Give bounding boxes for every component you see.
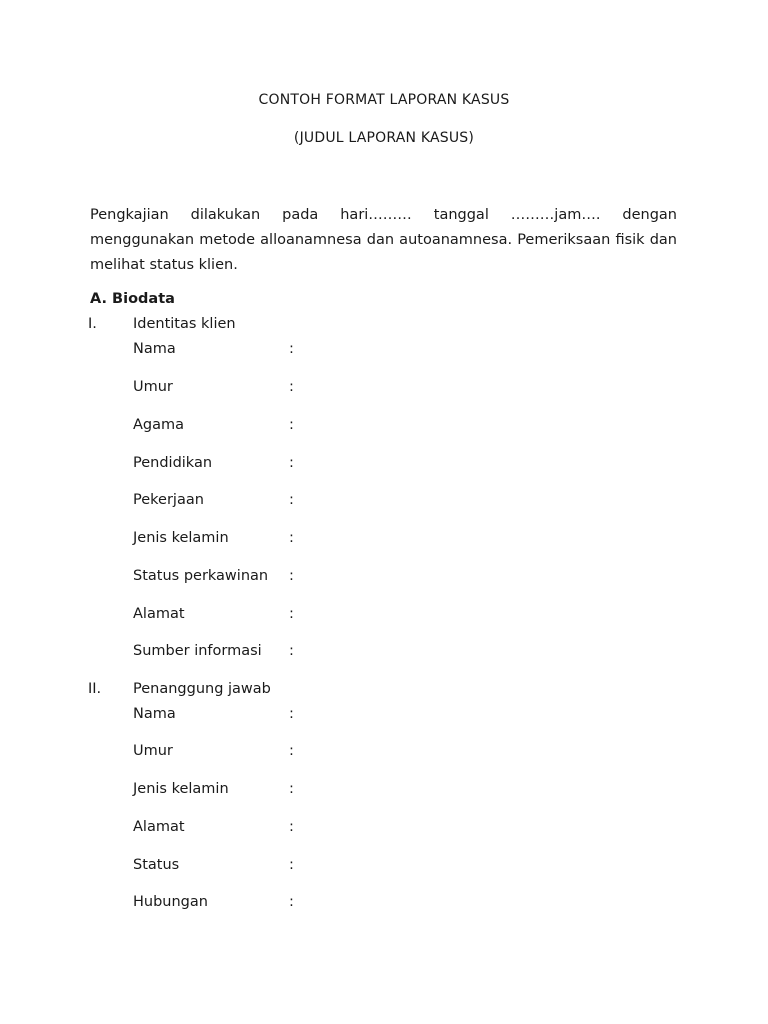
part1-field-colon: :	[289, 568, 294, 584]
part2-field-colon: :	[289, 857, 294, 873]
document-title: CONTOH FORMAT LAPORAN KASUS	[258, 92, 510, 108]
part1-field-label: Pendidikan	[133, 455, 213, 471]
document-subtitle: (JUDUL LAPORAN KASUS)	[293, 130, 475, 146]
part1-field-label: Pekerjaan	[133, 492, 204, 508]
part1-field-colon: :	[289, 341, 294, 357]
part1-field-label: Sumber informasi	[133, 643, 262, 659]
part1-field-label: Umur	[133, 379, 173, 395]
part1-field-label: Nama	[133, 341, 176, 357]
part1-field-label: Agama	[133, 417, 185, 433]
section-heading-biodata: A. Biodata	[90, 291, 175, 307]
part2-field-colon: :	[289, 706, 294, 722]
part2-field-label: Nama	[133, 706, 176, 722]
part2-field-colon: :	[289, 819, 294, 835]
part1-heading: Identitas klien	[133, 316, 236, 332]
part1-field-label: Status perkawinan	[133, 568, 269, 584]
intro-paragraph: Pengkajian dilakukan pada hari……… tanggal ………jam…. dengan menggunakan metode alloanamnesa dan autoanamnesa. Pemeriksaan fisik dan melihat status klien.	[90, 207, 677, 273]
part2-field-colon: :	[289, 781, 294, 797]
part2-numeral: II.	[88, 681, 102, 697]
part2-heading: Penanggung jawab	[133, 681, 271, 697]
part1-field-colon: :	[289, 455, 294, 471]
part2-field-label: Alamat	[133, 819, 185, 835]
part1-field-colon: :	[289, 492, 294, 508]
part2-field-label: Hubungan	[133, 894, 208, 910]
part1-numeral: I.	[88, 316, 97, 332]
part2-field-label: Status	[133, 857, 180, 873]
part1-field-colon: :	[289, 417, 294, 433]
part2-field-label: Jenis kelamin	[133, 781, 229, 797]
part1-field-colon: :	[289, 530, 294, 546]
part2-field-colon: :	[289, 743, 294, 759]
part1-field-label: Jenis kelamin	[133, 530, 229, 546]
part1-field-colon: :	[289, 379, 294, 395]
part1-field-colon: :	[289, 643, 294, 659]
part2-field-label: Umur	[133, 743, 173, 759]
part1-field-label: Alamat	[133, 606, 185, 622]
part1-field-colon: :	[289, 606, 294, 622]
part2-field-colon: :	[289, 894, 294, 910]
